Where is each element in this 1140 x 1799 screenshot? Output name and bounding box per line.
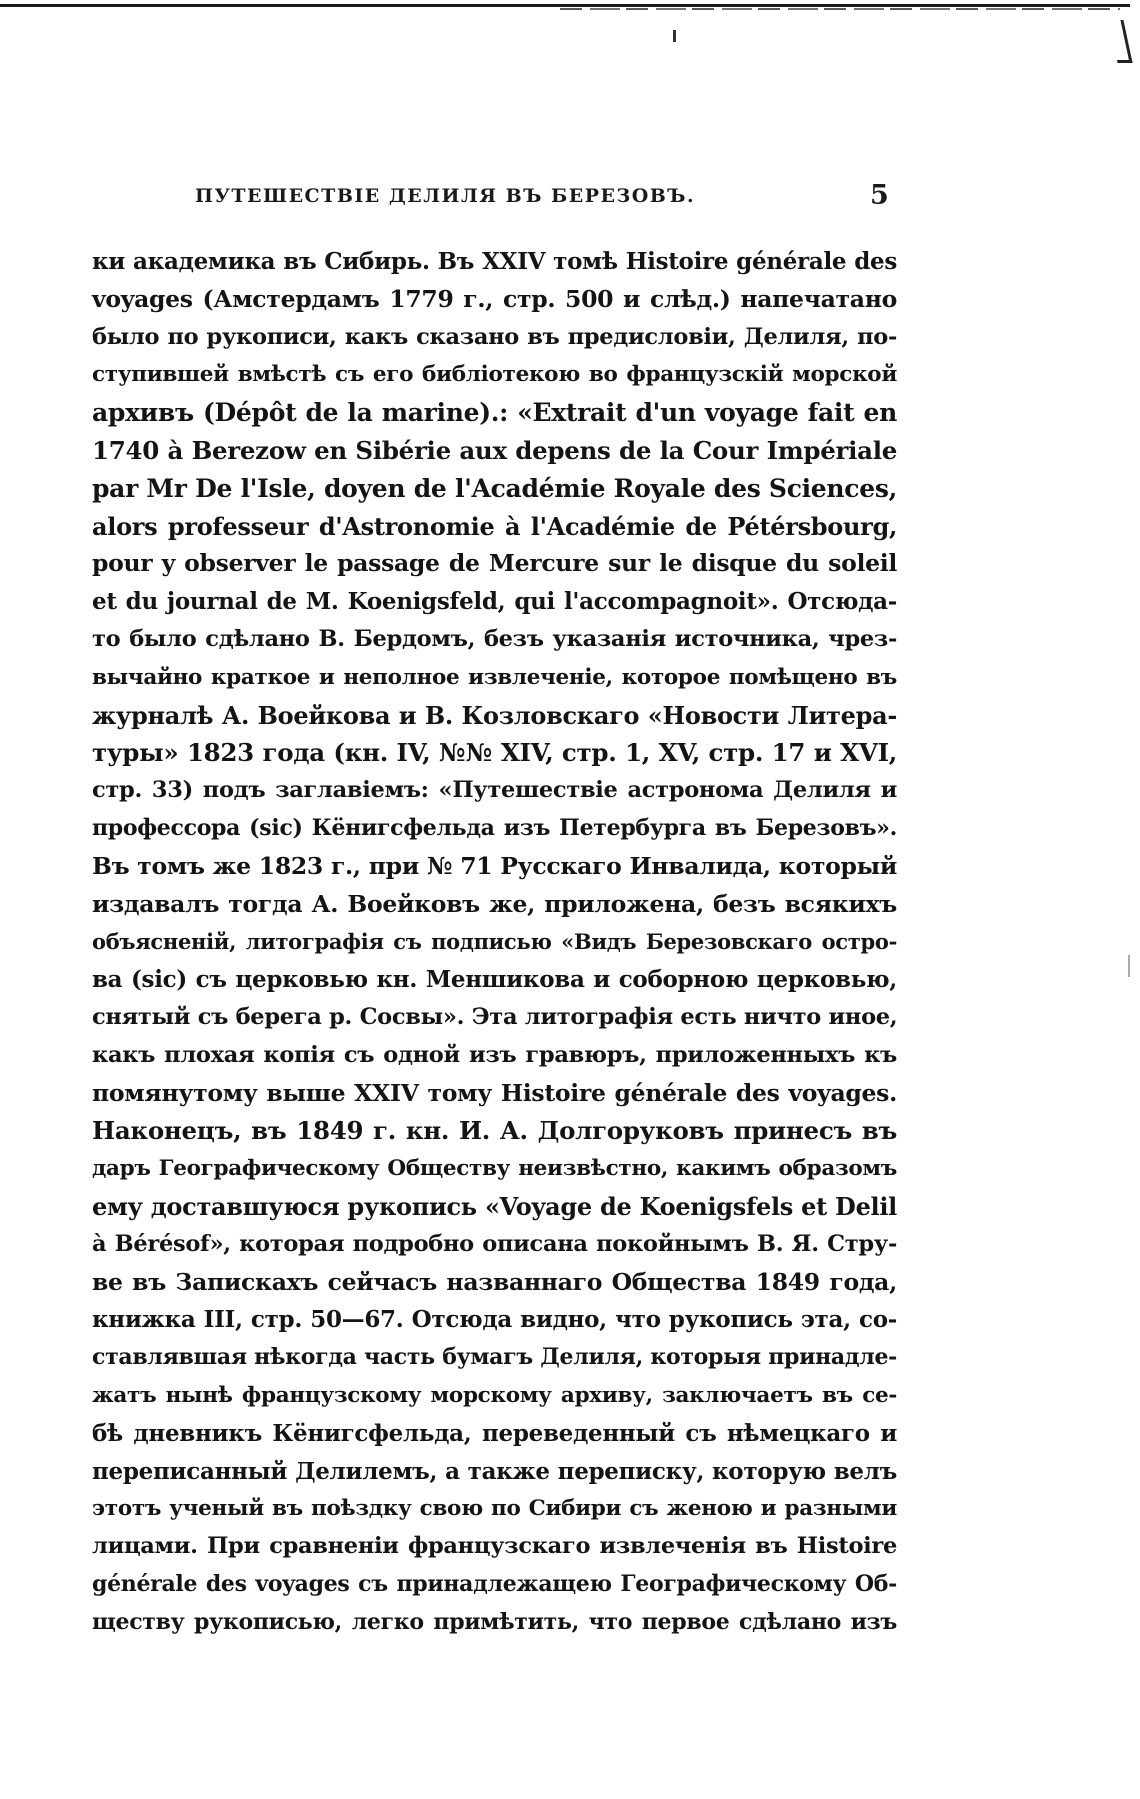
text-line: переписанный Делилемъ, а также переписку, которую велъ	[92, 1457, 897, 1485]
text-line: Въ томъ же 1823 г., при № 71 Русскаго Инвалида, который	[92, 851, 897, 880]
text-line: ществу рукописью, легко примѣтить, что первое сдѣлано изъ	[92, 1608, 897, 1635]
text-line: профессора (sic) Кёнигсфельда изъ Петербурга въ Березовъ».	[92, 814, 897, 841]
text-line: ве въ Запискахъ сейчасъ названнаго Общества 1849 года,	[92, 1267, 897, 1296]
margin-scan-mark	[1128, 955, 1130, 977]
page-number: 5	[870, 180, 889, 211]
text-line: даръ Географическому Обществу неизвѣстно, какимъ образомъ	[92, 1156, 897, 1182]
body-text	[92, 243, 897, 1641]
text-line: ставлявшая нѣкогда часть бумагъ Делиля, которыя принадле-	[92, 1344, 897, 1371]
corner-scan-mark	[1108, 20, 1132, 63]
scan-speck	[673, 30, 676, 42]
text-line: et du journal de M. Koenigsfeld, qui l'accompagnoit». Отсюда-	[92, 588, 897, 616]
text-line: какъ плохая копія съ одной изъ гравюръ, приложенныхъ къ	[92, 1041, 897, 1068]
top-border-scan-noise	[560, 8, 1120, 10]
text-line: ки академика въ Сибирь. Въ XXIV томѣ Histoire générale des	[92, 248, 897, 275]
text-line: à Bérésof», которая подробно описана покойнымъ В. Я. Стру-	[92, 1230, 897, 1257]
text-line: помянутому выше XXIV тому Histoire générale des voyages.	[92, 1078, 897, 1107]
text-line: générale des voyages съ принадлежащею Географическому Об-	[92, 1570, 897, 1597]
top-border-rule	[0, 4, 1130, 7]
text-line: вычайно краткое и неполное извлеченіе, которое помѣщено въ	[92, 664, 897, 690]
text-line: лицами. При сравненіи французскаго извлеченія въ Histoire	[92, 1533, 897, 1560]
text-line: alors professeur d'Astronomie à l'Académie de Pétérsbourg,	[92, 511, 897, 541]
text-line: pour y observer le passage de Mercure sur le disque du soleil	[92, 549, 897, 578]
text-line: ва (sic) съ церковью кн. Меншикова и соборною церковью,	[92, 966, 897, 994]
text-line: Наконецъ, въ 1849 г. кн. И. А. Долгоруковъ принесъ въ	[92, 1116, 897, 1146]
text-line: бѣ дневникъ Кёнигсфельда, переведенный съ нѣмецкаго и	[92, 1419, 897, 1447]
text-line: par Mr De l'Isle, doyen de l'Académie Royale des Sciences,	[92, 473, 897, 503]
text-line: снятый съ берега р. Сосвы». Эта литографія есть ничто иное,	[92, 1003, 898, 1030]
text-line: объясненій, литографія съ подписью «Видъ Березовскаго остро-	[92, 929, 897, 955]
text-line: стр. 33) подъ заглавіемъ: «Путешествіе астронома Делиля и	[92, 777, 897, 804]
text-line: книжка III, стр. 50—67. Отсюда видно, что рукопись эта, со-	[92, 1306, 897, 1334]
text-line: жатъ нынѣ французскому морскому архиву, заключаетъ въ се-	[92, 1382, 897, 1408]
text-line: издавалъ тогда А. Воейковъ же, приложена, безъ всякихъ	[92, 889, 897, 918]
text-line: 1740 à Berezow en Sibérie aux depens de la Cour Impériale	[92, 435, 897, 465]
text-line: архивъ (Dépôt de la marine).: «Extrait d'un voyage fait en	[92, 398, 897, 428]
text-line: этотъ ученый въ поѣздку свою по Сибири съ женою и разными	[92, 1496, 897, 1522]
text-line: ему доставшуюся рукопись «Voyage de Koenigsfels et Delil	[92, 1191, 897, 1221]
text-line: было по рукописи, какъ сказано въ предисловіи, Делиля, по-	[92, 323, 897, 350]
running-head: ПУТЕШЕСТВІЕ ДЕЛИЛЯ ВЪ БЕРЕЗОВЪ.	[195, 185, 696, 207]
text-line: туры» 1823 года (кн. IV, №№ XIV, стр. 1, XV, стр. 17 и XVI,	[92, 738, 897, 768]
text-line: журналѣ А. Воейкова и В. Козловскаго «Новости Литера-	[92, 700, 897, 730]
text-line: ступившей вмѣстѣ съ его библіотекою во французскій морской	[92, 362, 897, 388]
text-line: voyages (Амстердамъ 1779 г., стр. 500 и слѣд.) напечатано	[92, 284, 897, 313]
text-line: то было сдѣлано В. Бердомъ, безъ указанія источника, чрез-	[92, 625, 897, 652]
